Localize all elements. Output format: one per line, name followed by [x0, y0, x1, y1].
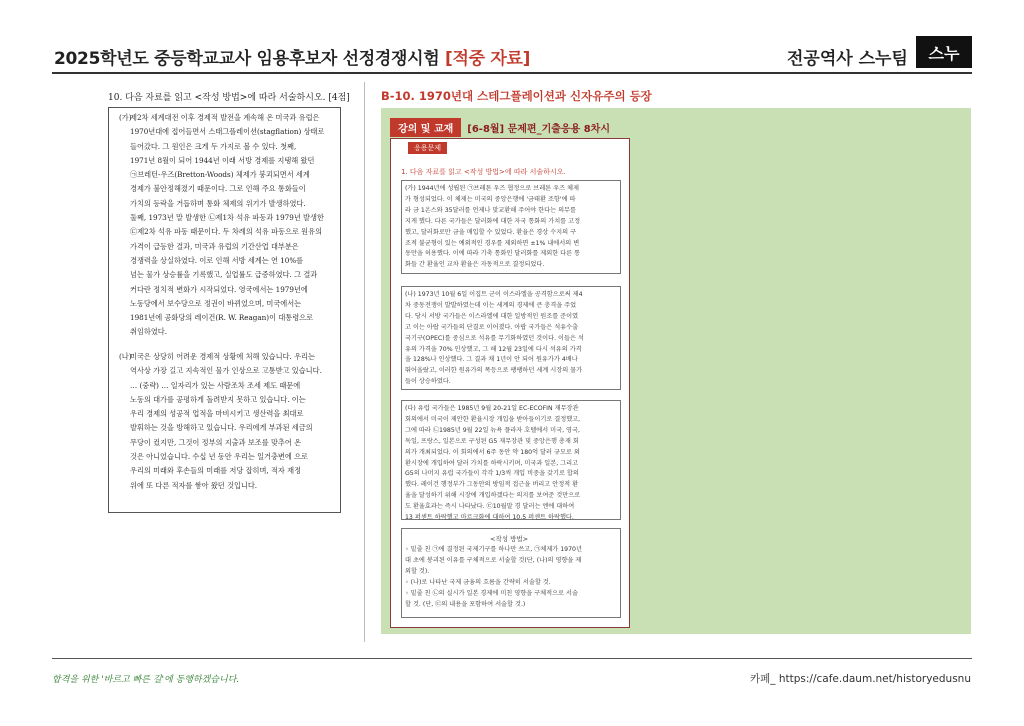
footer-rule — [52, 658, 972, 659]
passage-line: 취임하였다. — [130, 327, 168, 337]
passage-line: ㉢제2차 석유 파동 때문이다. 두 차례의 석유 파동으로 원유의 — [130, 227, 323, 237]
passage-line: … (중략) … 일자리가 있는 사람조차 조세 제도 때문에 — [130, 380, 301, 390]
writing-method-title: <작성 방법> — [490, 535, 529, 543]
course-label: 강의 및 교재 — [390, 118, 461, 137]
passage-line: 무당이 컸지만, 그것이 정부의 지출과 보조를 맞추어 온 — [130, 437, 302, 447]
method-line: 할 것. (단, ㉢의 내용을 포함하여 서술할 것.) — [405, 600, 526, 608]
source-line: 들이 상승하였다. — [405, 378, 451, 386]
passage-line: 1970년대에 접어들면서 스태그플레이션(stagflation) 상태로 — [130, 127, 325, 137]
method-line: ◦ 밑줄 친 ㉡의 실시가 일본 경제에 미친 영향을 구체적으로 서술 — [405, 589, 578, 597]
cafe-link[interactable]: 카페_ https://cafe.daum.net/historyedusnu — [750, 673, 971, 685]
source-line: 했고, 달러화로만 금을 매입할 수 있었다. 환율은 경상 수지의 구 — [405, 228, 577, 236]
source-da-text — [405, 404, 580, 524]
passage-line: 1981년에 공화당의 레이건(R. W. Reagan)이 대통령으로 — [130, 313, 314, 323]
source-line: 그에 따라 ㉡1985년 9월 22일 뉴욕 플라자 호텔에서 미국, 영국, — [405, 426, 580, 434]
source-line: 회의에서 미국이 제안한 환율시장 개입을 받아들이기로 결정했고, — [405, 415, 581, 423]
passage-line: 가격이 급등한 결과, 미국과 유럽의 기간산업 대부분은 — [130, 241, 299, 251]
brand-name: 전공역사 스누팀 — [787, 49, 908, 69]
source-line: 독일, 프랑스, 일본으로 구성된 G5 재무장관 및 중앙은행 총재 회 — [405, 437, 579, 445]
source-line: 지게 했다. 다른 국가들은 달러화에 대한 자국 통화의 가치를 고정 — [405, 217, 581, 225]
passage-line: 역사상 가장 길고 지속적인 물가 인상으로 고통받고 있습니다. — [130, 366, 322, 376]
passage-line: 경제가 불안정해졌기 때문이다. 그로 인해 주요 통화들이 — [130, 184, 306, 194]
source-line: (가) 1944년에 성립된 ㉠브레튼 우즈 협정으로 브레튼 우즈 체제 — [405, 185, 579, 192]
source-line: 의가 개최되었다. 이 회의에서 6주 동안 약 180억 달러 규모로 외 — [405, 448, 580, 456]
method-line: ◦ (나)로 나타난 국제 금융의 흐름을 간략히 서술할 것. — [405, 578, 551, 586]
source-ga-text — [405, 184, 580, 271]
passage-line: 경쟁력을 상실하였다. 이로 인해 서방 세계는 연 10%를 — [130, 255, 304, 265]
document-title — [54, 44, 530, 69]
source-line: 화들 간 환율인 교차 환율은 자동적으로 결정되었다. — [405, 261, 545, 269]
applied-question-chip: 응용문제 — [408, 142, 447, 154]
passage-line: 1971년 8월이 되어 1944년 이래 서방 경제를 지탱해 왔던 — [130, 155, 315, 165]
passage-line: 발휘하는 것을 방해하고 있습니다. 우리에게 부과된 세금의 — [130, 423, 313, 433]
column-divider — [364, 82, 365, 642]
passage-ga — [119, 111, 335, 340]
passage-line: ㉠브레턴-우즈(Bretton-Woods) 체제가 붕괴되면서 세계 — [130, 170, 310, 180]
passage-na-tag: (나) — [119, 352, 132, 361]
source-line: 을 128%나 인상했다. 그 결과 채 1년이 안 되어 원유가가 4배나 — [405, 356, 578, 364]
writing-method-text — [405, 545, 582, 610]
source-line: 율을 달성하기 위해 시장에 개입하겠다는 의지를 보여준 것만으로 — [405, 492, 581, 500]
source-line: 조적 불균형이 있는 예외적인 경우를 제외하면 ±1% 내에서의 변 — [405, 239, 580, 247]
source-line: 동만을 허용했다. 이에 따라 기축 통화인 달러화를 제외한 다른 통 — [405, 250, 581, 258]
passage-line: 우리의 미래와 후손들의 미래를 저당 잡히며, 적자 재정 — [130, 466, 302, 476]
passage-line: 우리 경제의 성공적 업적을 마비시키고 생산력을 최대로 — [130, 409, 304, 419]
source-na-text — [405, 290, 584, 388]
method-line: 대 초에 붕괴된 이유를 구체적으로 서술할 것(단, (나)의 영향을 제 — [405, 556, 582, 564]
title-highlight: [적중 자료] — [445, 49, 531, 69]
source-line: 13 퍼센트 하락했고 마르크화에 대하여 10.5 퍼센트 하락했다. — [405, 514, 574, 522]
course-text: [6-8월] 문제편_기출응용 8차시 — [467, 123, 610, 135]
passage-line: 위에 또 다른 적자를 쌓아 왔던 것입니다. — [130, 480, 258, 490]
passage-line: 것은 아니었습니다. 수십 년 동안 우리는 일거충변에 으로 — [130, 452, 308, 462]
section-title: B-10. 1970년대 스테그플레이션과 신자유주의 등장 — [381, 89, 652, 103]
passage-line: 들어갔다. 그 원인은 크게 두 가지로 볼 수 있다. 첫째, — [130, 141, 297, 151]
source-line: (다) 유럽 국가들은 1985년 9월 20-21일 EC-ECOFIN 재무장관 — [405, 405, 579, 412]
passage-line: 미국은 상당히 어려운 경제적 상황에 처해 있습니다. 우리는 — [130, 352, 315, 361]
passage-na — [119, 350, 335, 493]
source-line: G5의 나머지 유럽 국가들이 각각 1/3씩 개입 비중을 갖기로 합의 — [405, 470, 579, 478]
passage-line: 넘는 물가 상승률을 기록했고, 실업률도 급증하였다. 그 결과 — [130, 270, 318, 280]
source-line: 환시장에 개입하여 달러 가치를 하락시키며, 미국과 일본, 그리고 — [405, 459, 579, 467]
source-line: 유의 가격을 70% 인상했고, 그 해 12월 23일에 다시 석유의 가격 — [405, 345, 582, 353]
method-line: 외할 것). — [405, 567, 430, 575]
exam-question-heading: 10. 다음 자료를 읽고 <작성 방법>에 따라 서술하시오. [4점] — [108, 93, 350, 103]
passage-line: 둘째, 1973년 말 발생한 ㉡제1차 석유 파동과 1979년 발생한 — [130, 213, 324, 223]
source-line: (나) 1973년 10월 6일 이집트 군이 이스라엘을 공격함으로써 제4 — [405, 291, 583, 298]
applied-question: 1. 다음 자료를 읽고 <작성 방법>에 따라 서술하시오. — [401, 168, 566, 176]
source-line: 고 이는 아랍 국가들의 단결로 이어졌다. 아랍 국가들은 석유수출 — [405, 323, 579, 331]
passage-ga-tag: (가) — [119, 113, 132, 122]
passage-line: 가치의 등락을 거듭하며 통화 체제의 위기가 발생하였다. — [130, 198, 306, 208]
passage-line: 노동의 대가를 공평하게 돌려받지 못하고 있습니다. 이는 — [130, 394, 306, 404]
brand-logo: 스누 — [916, 36, 972, 68]
passage-line: 커다란 정치적 변화가 시작되었다. 영국에서는 1979년에 — [130, 284, 308, 294]
title-main: 2025학년도 중등학교교사 임용후보자 선정경쟁시험 — [54, 49, 446, 69]
source-line: 도 환율효과는 즉시 나타났다. ㉢10월말 경 달러는 엔에 대하여 — [405, 503, 575, 511]
footer-slogan: 합격을 위한 '바르고 빠른 길'에 동행하겠습니다. — [52, 675, 240, 685]
course-bar — [390, 118, 610, 136]
passage-line: 제2차 세계대전 이후 경제적 발전을 계속해 온 미국과 유럽은 — [130, 113, 320, 122]
header-rule — [52, 72, 972, 74]
source-line: 국기구(OPEC)를 중심으로 석유를 무기화하였던 것이다. 이들은 석 — [405, 334, 584, 342]
source-line: 했다. 레이건 행정부가 그동안의 방임적 접근을 버리고 안정적 환 — [405, 481, 579, 489]
source-line: 다. 당시 서방 국가들은 이스라엘에 대한 일방적인 원조를 준이였 — [405, 312, 579, 320]
source-line: 차 중동전쟁이 발발하였는데 이는 세계의 경제에 큰 충격을 주었 — [405, 301, 577, 309]
method-line: ◦ 밑줄 친 ㉠에 결정된 국제기구를 하나만 쓰고, ㉠체제가 1970년 — [405, 546, 582, 553]
source-line: 뛰어올랐고, 이러한 원유가의 폭등으로 팽팽하던 세계 시장의 물가 — [405, 367, 583, 375]
passage-line: 노동당에서 보수당으로 정권이 바뀌었으며, 미국에서는 — [130, 298, 302, 308]
source-line: 라 금 1온스와 35달러를 언제나 맞교환해 주어야 한다는 의무를 — [405, 206, 576, 214]
source-line: 가 형성되었다. 이 체제는 미국의 중앙은행에 '금태환 조항'에 따 — [405, 195, 576, 203]
